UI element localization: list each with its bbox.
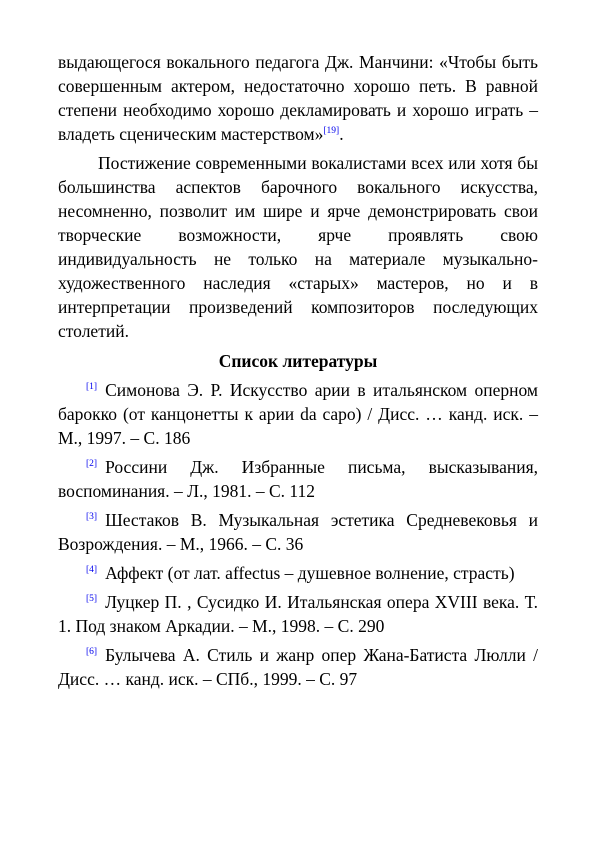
reference-mark-5[interactable]: [5] [86, 594, 98, 605]
references-heading: Список литературы [218, 351, 378, 371]
paragraph-quote-tail: . [339, 124, 344, 144]
reference-text-4: Аффект (от лат. affectus – душевное волнение, страсть) [105, 563, 515, 583]
paragraph-quote [58, 50, 538, 146]
reference-item-5 [58, 590, 538, 638]
text-column [58, 50, 538, 696]
reference-item-4 [58, 561, 538, 585]
reference-mark-3[interactable]: [3] [86, 512, 98, 523]
reference-text-6: Булычева А. Стиль и жанр опер Жана-Батиста Люлли / Дисс. … канд. иск. – СПб., 1999. – С. 97 [58, 645, 538, 689]
reference-mark-6[interactable]: [6] [86, 647, 98, 658]
paragraph-quote-text: выдающегося вокального педагога Дж. Манчини: «Чтобы быть совершенным актером, недостаточно хорошо петь. В равной степени необходимо хорошо декламировать и хорошо играть – владеть сценическим мастерством» [58, 52, 538, 144]
reference-item-3 [58, 508, 538, 556]
footnote-link-19[interactable]: [19] [323, 126, 340, 137]
reference-item-6 [58, 643, 538, 691]
reference-text-2: Россини Дж. Избранные письма, высказывания, воспоминания. – Л., 1981. – С. 112 [58, 457, 538, 501]
paragraph-conclusion: Постижение современными вокалистами всех или хотя бы большинства аспектов барочного вокального искусства, несомненно, позволит им шире и ярче демонстрировать свои творческие возможности, ярче проявлять свою индивидуальность не только на материале музыкально-художественного наследия «старых» мастеров, но и в интерпретации произведений композиторов последующих столетий. [58, 153, 538, 341]
reference-text-3: Шестаков В. Музыкальная эстетика Средневековья и Возрождения. – М., 1966. – С. 36 [58, 510, 538, 554]
reference-item-2 [58, 455, 538, 503]
reference-item-1 [58, 378, 538, 450]
reference-mark-4[interactable]: [4] [86, 565, 98, 576]
reference-text-1: Симонова Э. Р. Искусство арии в итальянском оперном барокко (от канцонетты к арии da capo) / Дисс. … канд. иск. – М., 1997. – С. 186 [58, 380, 538, 448]
reference-mark-2[interactable]: [2] [86, 459, 98, 470]
reference-mark-1[interactable]: [1] [86, 382, 98, 393]
reference-text-5: Луцкер П. , Сусидко И. Итальянская опера XVIII века. Т. 1. Под знаком Аркадии. – М., 1998. – С. 290 [58, 592, 538, 636]
